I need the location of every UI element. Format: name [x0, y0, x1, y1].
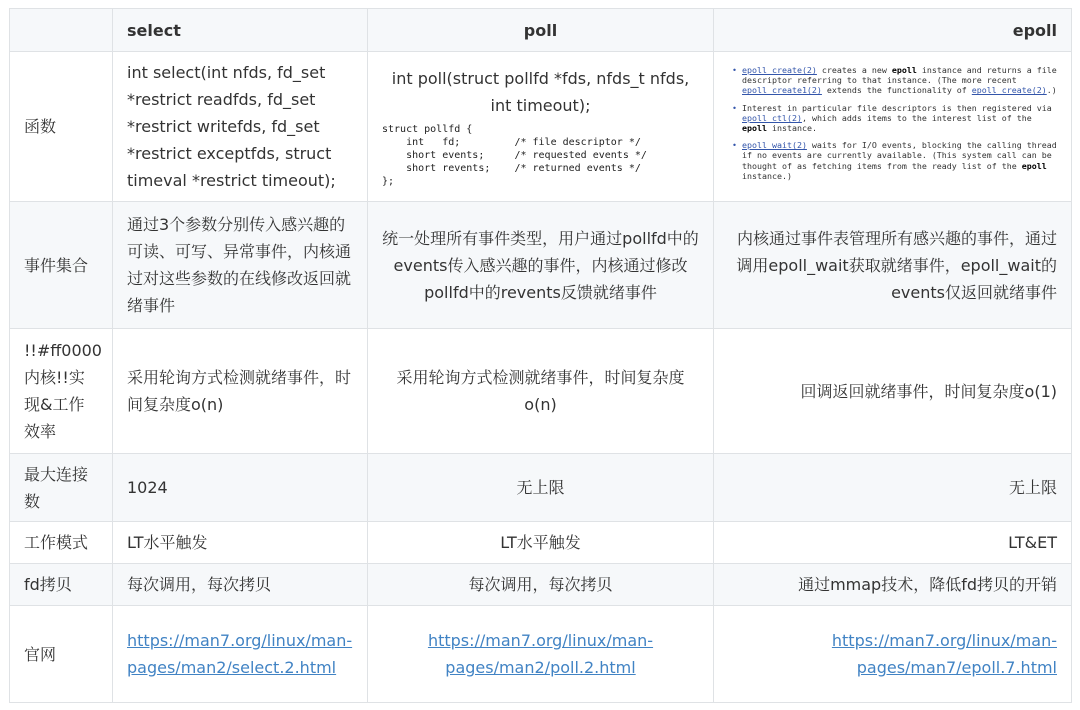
- table-row-kernel-impl: [10, 329, 1072, 454]
- cell-poll-kernel-impl: 采用轮询方式检测就绪事件，时间复杂度o(n): [368, 329, 714, 454]
- cell-epoll-work-mode: LT&ET: [714, 522, 1072, 564]
- cell-select-event-set: 通过3个参数分别传入感兴趣的可读、可写、异常事件，内核通过对这些参数的在线修改返回就绪事件: [113, 202, 368, 329]
- pollfd-struct-code: struct pollfd { int fd; /* file descriptor */ short events; /* requested events */ short revents; /* returned events */ };: [382, 124, 647, 187]
- cell-poll-event-set: 统一处理所有事件类型，用户通过pollfd中的events传入感兴趣的事件，内核通过修改pollfd中的revents反馈就绪事件: [368, 202, 714, 329]
- header-corner-cell: [10, 9, 113, 52]
- man-keyword: epoll: [1021, 160, 1047, 171]
- man-text: waits for I/O events, blocking the calling thread if no events are currently available. (This system call can be thought of as fetching items from the ready list of the: [742, 140, 1057, 171]
- man-item-create: [732, 64, 1057, 96]
- man-text: creates a new: [816, 64, 892, 75]
- man-text: , which adds items to the interest list of the: [801, 112, 1032, 123]
- man-text: instance.): [742, 170, 792, 181]
- cell-select-kernel-impl: 采用轮询方式检测就绪事件，时间复杂度o(n): [113, 329, 368, 454]
- header-poll: poll: [368, 9, 714, 52]
- epoll-man-page-link[interactable]: https://man7.org/linux/man-pages/man7/epoll.7.html: [831, 631, 1057, 677]
- cell-epoll-max-connections: 无上限: [714, 454, 1072, 522]
- cell-epoll-official-site: [714, 606, 1072, 703]
- header-epoll: epoll: [714, 9, 1072, 52]
- epoll-man-excerpt: [728, 65, 1057, 181]
- row-label-function: 函数: [10, 52, 113, 202]
- man-text: extends the functionality of: [821, 85, 972, 96]
- man-keyword: epoll: [891, 64, 917, 75]
- cell-select-work-mode: LT水平触发: [113, 522, 368, 564]
- table-row-function: [10, 52, 1072, 202]
- man-text: instance.: [766, 123, 817, 133]
- man-ref-link[interactable]: epoll_create(2): [742, 64, 817, 75]
- man-ref-link[interactable]: epoll_wait(2): [742, 140, 807, 151]
- man-item-ctl: [732, 102, 1057, 134]
- cell-select-function: int select(int nfds, fd_set *restrict readfds, fd_set *restrict writefds, fd_set *restrict exceptfds, struct timeval *restrict timeout);: [113, 52, 368, 202]
- cell-epoll-event-set: 内核通过事件表管理所有感兴趣的事件，通过调用epoll_wait获取就绪事件，epoll_wait的events仅返回就绪事件: [714, 202, 1072, 329]
- poll-signature: int poll(struct pollfd *fds, nfds_t nfds, int timeout);: [391, 69, 690, 115]
- cell-epoll-function: [714, 52, 1072, 202]
- cell-select-max-connections: 1024: [113, 454, 368, 522]
- man-keyword: epoll: [742, 123, 767, 133]
- header-select: select: [113, 9, 368, 52]
- comparison-table: [9, 8, 1072, 703]
- cell-select-official-site: [113, 606, 368, 703]
- cell-poll-max-connections: 无上限: [368, 454, 714, 522]
- table-row-max-connections: [10, 454, 1072, 522]
- table-row-work-mode: [10, 522, 1072, 564]
- row-label-official-site: 官网: [10, 606, 113, 703]
- bullet-icon: •: [732, 140, 737, 151]
- cell-poll-work-mode: LT水平触发: [368, 522, 714, 564]
- poll-man-page-link[interactable]: https://man7.org/linux/man-pages/man2/poll.2.html: [427, 631, 654, 677]
- row-label-max-connections: 最大连接数: [10, 454, 113, 522]
- row-label-event-set: 事件集合: [10, 202, 113, 329]
- bullet-icon: •: [732, 64, 737, 75]
- man-text: .): [1046, 85, 1057, 96]
- man-text: instance and returns a file descriptor referring to that instance. (The more recent: [742, 64, 1057, 86]
- table-row-fd-copy: [10, 564, 1072, 606]
- cell-poll-fd-copy: 每次调用，每次拷贝: [368, 564, 714, 606]
- row-label-work-mode: 工作模式: [10, 522, 113, 564]
- cell-select-fd-copy: 每次调用，每次拷贝: [113, 564, 368, 606]
- man-text: Interest in particular file descriptors is then registered via: [742, 102, 1052, 113]
- man-ref-link[interactable]: epoll_create1(2): [742, 85, 822, 96]
- select-man-page-link[interactable]: https://man7.org/linux/man-pages/man2/select.2.html: [127, 631, 353, 677]
- man-item-wait: [732, 140, 1057, 181]
- cell-poll-official-site: [368, 606, 714, 703]
- man-ref-link[interactable]: epoll_ctl(2): [742, 112, 802, 123]
- cell-poll-function: [368, 52, 714, 202]
- row-label-kernel-impl: !!#ff0000 内核!!实现&工作效率: [10, 329, 113, 454]
- table-row-event-set: [10, 202, 1072, 329]
- row-label-fd-copy: fd拷贝: [10, 564, 113, 606]
- cell-epoll-kernel-impl: 回调返回就绪事件，时间复杂度o(1): [714, 329, 1072, 454]
- bullet-icon: •: [732, 102, 737, 113]
- table-header-row: [10, 9, 1072, 52]
- table-row-official-site: [10, 606, 1072, 703]
- cell-epoll-fd-copy: 通过mmap技术，降低fd拷贝的开销: [714, 564, 1072, 606]
- man-ref-link[interactable]: epoll_create(2): [971, 85, 1047, 96]
